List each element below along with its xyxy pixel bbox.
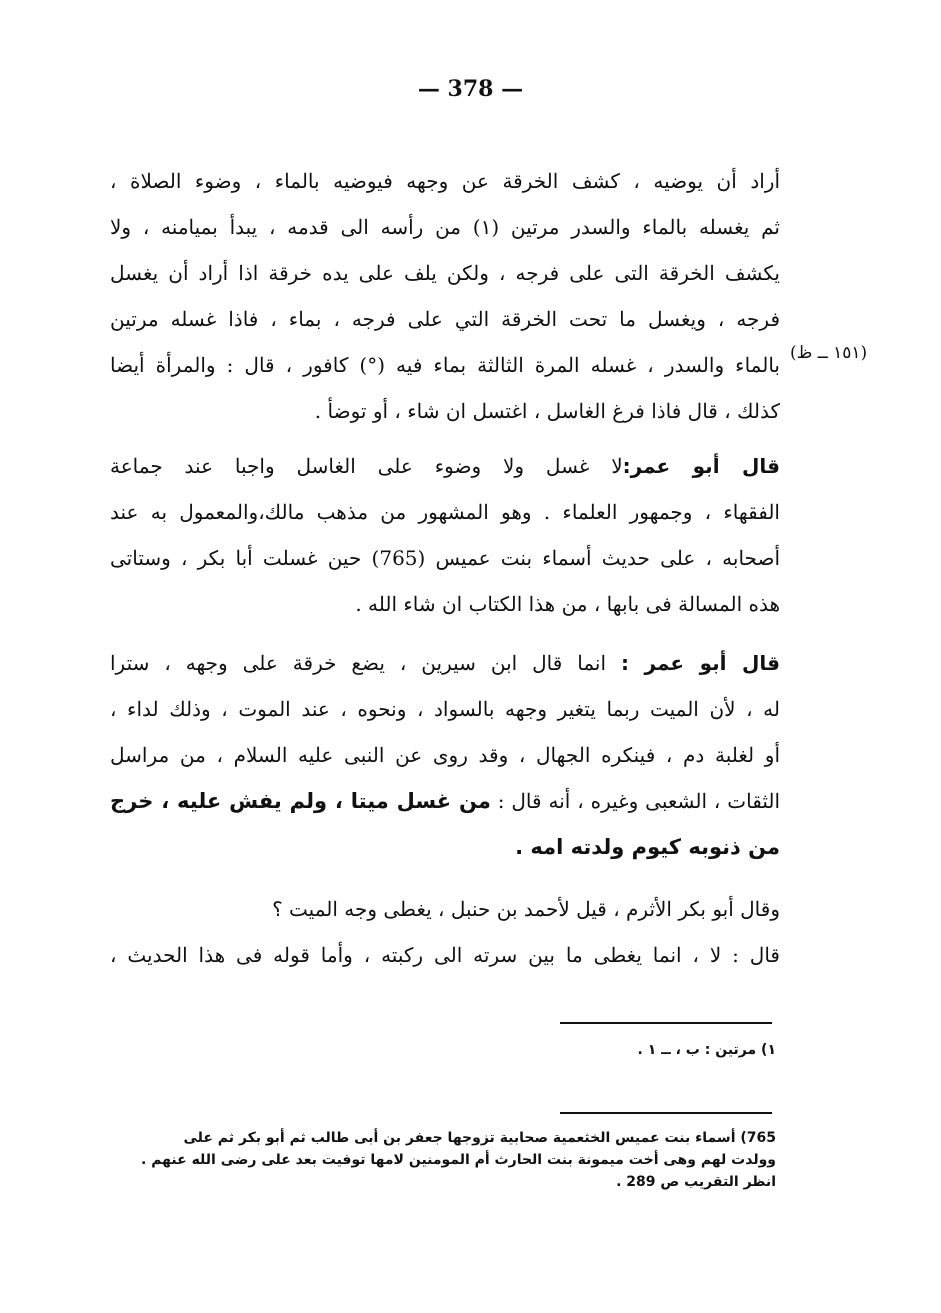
footnote-divider <box>560 1022 772 1024</box>
text-line-content: انما قال ابن سيرين ، يضع خرقة على وجهه ، سترا <box>110 651 621 675</box>
footnote-line: انظر التقريب ص 289 . <box>616 1174 776 1190</box>
text-line: أو لغلبة دم ، فينكره الجهال ، وقد روى عن النبى عليه السلام ، من مراسل <box>110 743 780 767</box>
paragraph-4 <box>110 886 780 978</box>
text-line <box>110 388 780 434</box>
footnote-line: وولدت لهم وهى أخت ميمونة بنت الحارث أم المومنين لامها توفيت بعد على رضى الله عنهم . <box>141 1152 776 1168</box>
hadith-text-end: من ذنوبه كيوم ولدته امه . <box>515 835 780 859</box>
paragraph-1 <box>110 158 780 434</box>
footnote-765 <box>116 1127 776 1193</box>
text-line: قال : لا ، انما يغطى ما بين سرته الى ركبته ، وأما قوله فى هذا الحديث ، <box>110 943 780 967</box>
footnote-divider <box>560 1112 772 1114</box>
text-line-content: الثقات ، الشعبى وغيره ، أنه قال : <box>490 789 780 813</box>
text-line-content: كذلك ، قال فاذا فرغ الغاسل ، اغتسل ان شاء ، أو توضأ . <box>314 399 780 423</box>
footnote-1 <box>638 1039 776 1061</box>
text-line: فرجه ، ويغسل ما تحت الخرقة التي على فرجه ، بماء ، فاذا غسله مرتين <box>110 307 780 331</box>
text-line: ثم يغسله بالماء والسدر مرتين (١) من رأسه الى قدمه ، يبدأ بميامنه ، ولا <box>110 215 780 239</box>
margin-note: (١٥١ ــ ظ) <box>790 343 868 363</box>
footnote-line: 765) أسماء بنت عميس الخثعمية صحابية تزوجها جعفر بن أبى طالب ثم أبو بكر ثم على <box>183 1130 776 1146</box>
text-line <box>110 640 780 686</box>
text-line <box>110 778 780 824</box>
hadith-text: من غسل ميتا ، ولم يفش عليه ، خرج <box>110 789 491 813</box>
text-line: بالماء والسدر ، غسله المرة الثالثة بماء فيه (°) كافور ، قال : والمرأة أيضا <box>110 353 780 377</box>
paragraph-2 <box>110 443 780 627</box>
text-line <box>110 443 780 489</box>
text-line-content: لا غسل ولا وضوء على الغاسل واجبا عند جماعة <box>110 454 623 478</box>
text-line: يكشف الخرقة التى على فرجه ، ولكن يلف على يده خرقة اذا أراد أن يغسل <box>110 261 780 285</box>
footnote-line: ١) مرتين : ب ، ــ ١ . <box>637 1042 776 1058</box>
text-line: أراد أن يوضيه ، كشف الخرقة عن وجهه فيوضيه بالماء ، وضوء الصلاة ، <box>110 169 780 193</box>
text-line: الفقهاء ، وجمهور العلماء . وهو المشهور من مذهب مالك،والمعمول به عند <box>110 500 780 524</box>
text-line: وقال أبو بكر الأثرم ، قيل لأحمد بن حنبل ، يغطى وجه الميت ؟ <box>272 897 780 921</box>
speaker-label: قال أبو عمر : <box>620 651 780 675</box>
paragraph-3 <box>110 640 780 870</box>
page-number: — 378 — <box>417 76 524 102</box>
speaker-label: قال أبو عمر: <box>622 454 780 478</box>
text-line: أصحابه ، على حديث أسماء بنت عميس (765) حين غسلت أبا بكر ، وستاتى <box>110 546 780 570</box>
text-line: له ، لأن الميت ربما يتغير وجهه بالسواد ، ونحوه ، عند الموت ، وذلك لداء ، <box>110 697 780 721</box>
text-line: هذه المسالة فى بابها ، من هذا الكتاب ان شاء الله . <box>355 592 780 616</box>
